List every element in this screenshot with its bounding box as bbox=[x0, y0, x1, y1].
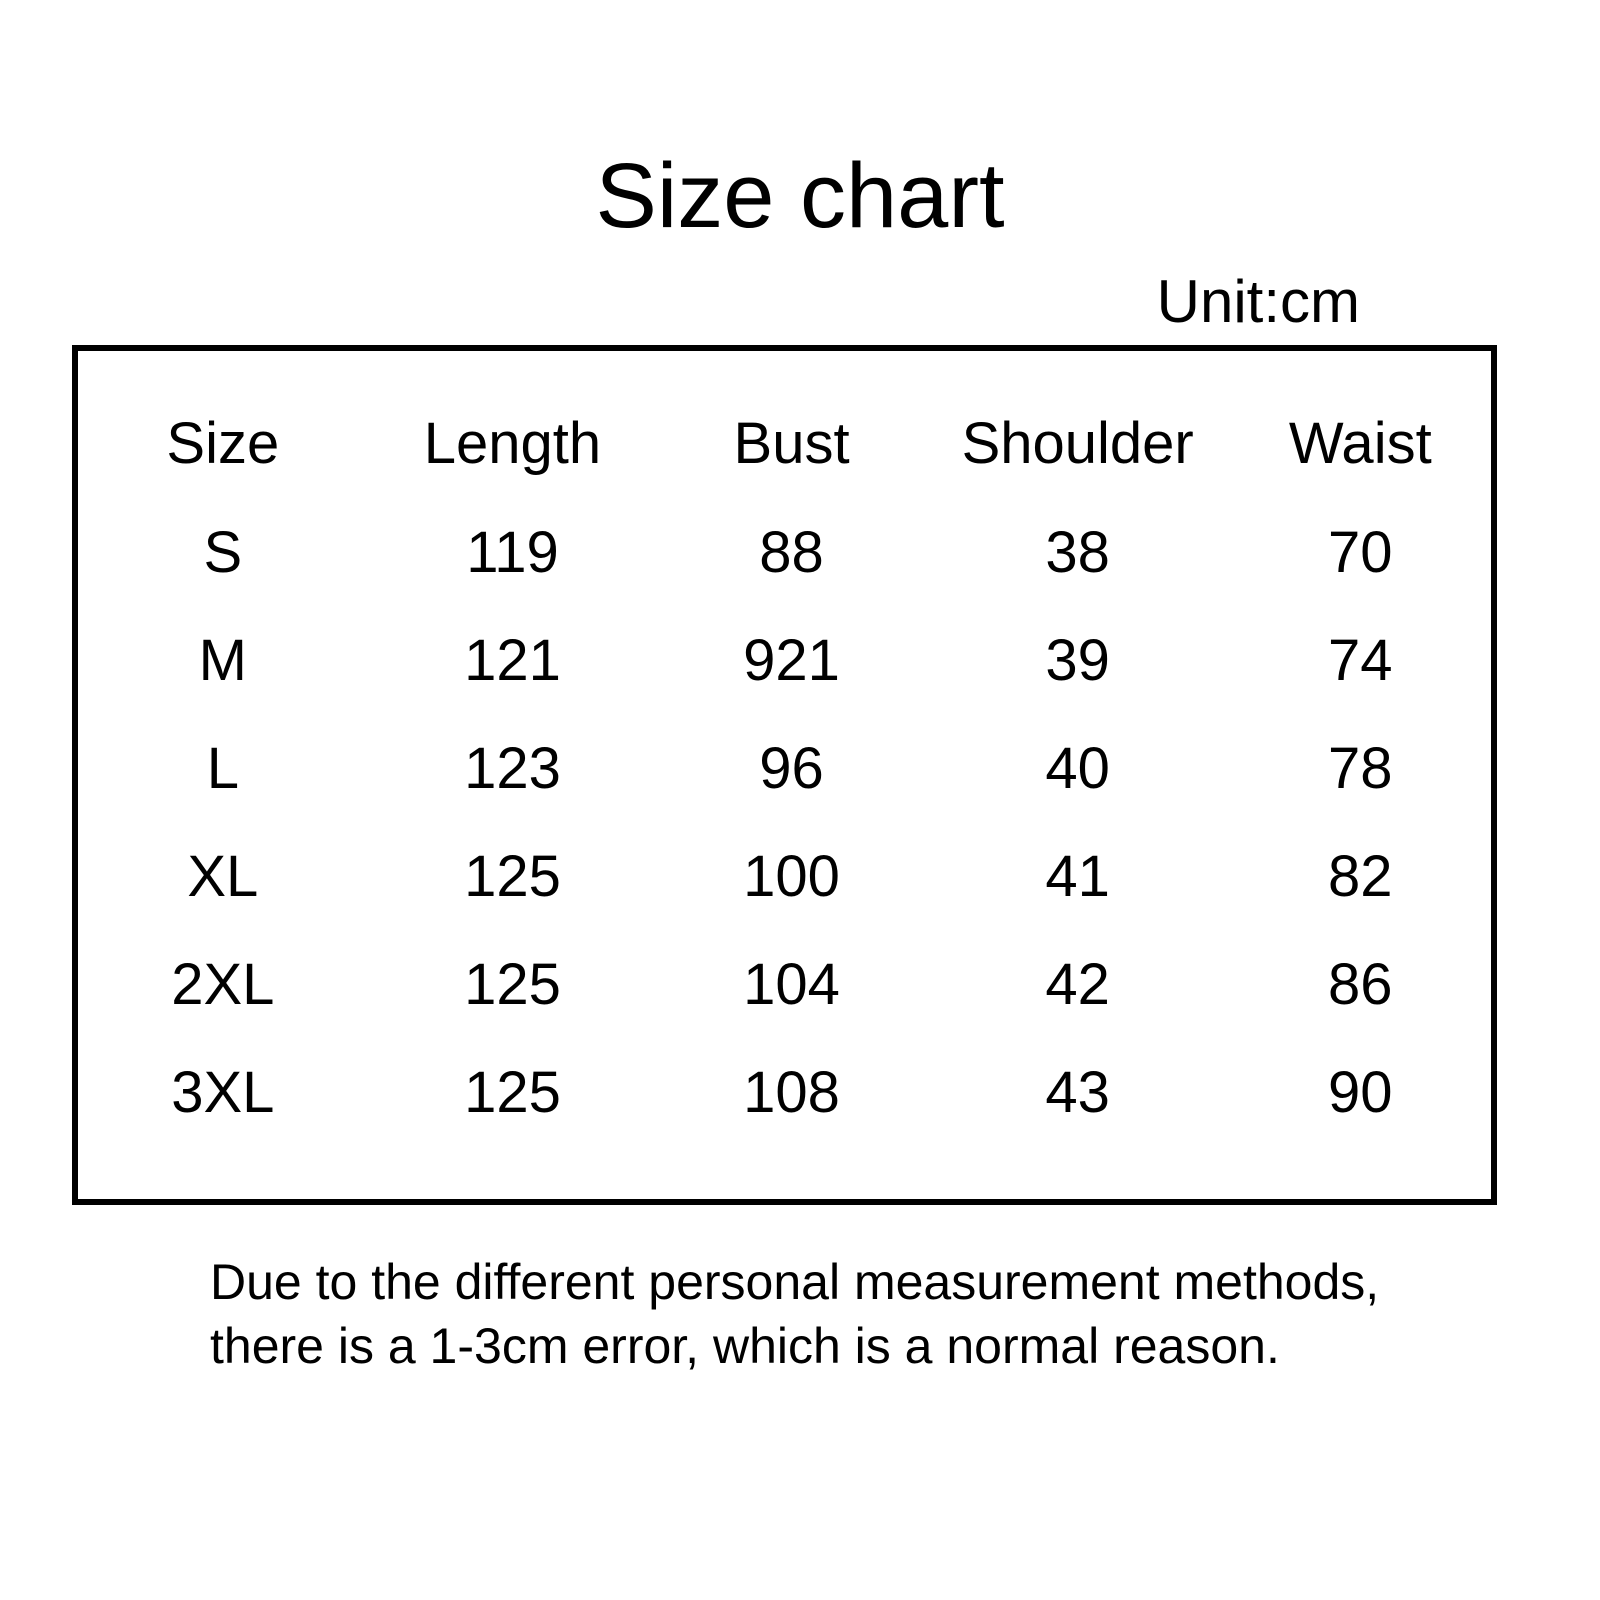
table-header-row bbox=[78, 389, 1491, 499]
table-row bbox=[78, 499, 1491, 607]
unit-label: Unit:cm bbox=[1156, 268, 1360, 335]
column-header-waist: Waist bbox=[1288, 411, 1432, 476]
cell-size: S bbox=[203, 520, 243, 585]
cell-size: 3XL bbox=[171, 1060, 275, 1125]
cell-size: M bbox=[198, 628, 247, 693]
cell-waist: 86 bbox=[1328, 952, 1393, 1017]
cell-bust: 104 bbox=[743, 952, 840, 1017]
table-row bbox=[78, 823, 1491, 931]
cell-waist: 78 bbox=[1328, 736, 1393, 801]
cell-waist: 70 bbox=[1328, 520, 1393, 585]
page-title: Size chart bbox=[595, 145, 1005, 247]
note-line-2: there is a 1-3cm error, which is a normal reason. bbox=[210, 1318, 1280, 1374]
cell-size: 2XL bbox=[171, 952, 275, 1017]
cell-size: L bbox=[206, 736, 239, 801]
cell-shoulder: 43 bbox=[1045, 1060, 1110, 1125]
cell-bust: 100 bbox=[743, 844, 840, 909]
cell-length: 119 bbox=[466, 520, 559, 585]
cell-waist: 90 bbox=[1328, 1060, 1393, 1125]
cell-bust: 88 bbox=[759, 520, 824, 585]
cell-shoulder: 38 bbox=[1045, 520, 1110, 585]
cell-length: 125 bbox=[464, 952, 561, 1017]
table-row bbox=[78, 1039, 1491, 1147]
table-row bbox=[78, 715, 1491, 823]
cell-waist: 82 bbox=[1328, 844, 1393, 909]
cell-bust: 96 bbox=[759, 736, 824, 801]
column-header-bust: Bust bbox=[733, 411, 850, 476]
cell-shoulder: 39 bbox=[1045, 628, 1110, 693]
cell-shoulder: 42 bbox=[1045, 952, 1110, 1017]
cell-length: 123 bbox=[464, 736, 561, 801]
cell-shoulder: 41 bbox=[1045, 844, 1110, 909]
column-header-shoulder: Shoulder bbox=[961, 411, 1194, 476]
cell-shoulder: 40 bbox=[1045, 736, 1110, 801]
size-table-container bbox=[72, 345, 1497, 1205]
cell-bust: 108 bbox=[743, 1060, 840, 1125]
table-row bbox=[78, 931, 1491, 1039]
table-row bbox=[78, 607, 1491, 715]
measurement-note bbox=[210, 1250, 1420, 1378]
column-header-length: Length bbox=[423, 411, 602, 476]
size-table bbox=[78, 389, 1491, 1147]
cell-length: 125 bbox=[464, 1060, 561, 1125]
cell-waist: 74 bbox=[1328, 628, 1393, 693]
cell-bust: 921 bbox=[743, 628, 840, 693]
note-line-1: Due to the different personal measurement methods, bbox=[210, 1254, 1380, 1310]
cell-size: XL bbox=[187, 844, 259, 909]
cell-length: 121 bbox=[464, 628, 561, 693]
cell-length: 125 bbox=[464, 844, 561, 909]
column-header-size: Size bbox=[166, 411, 280, 476]
